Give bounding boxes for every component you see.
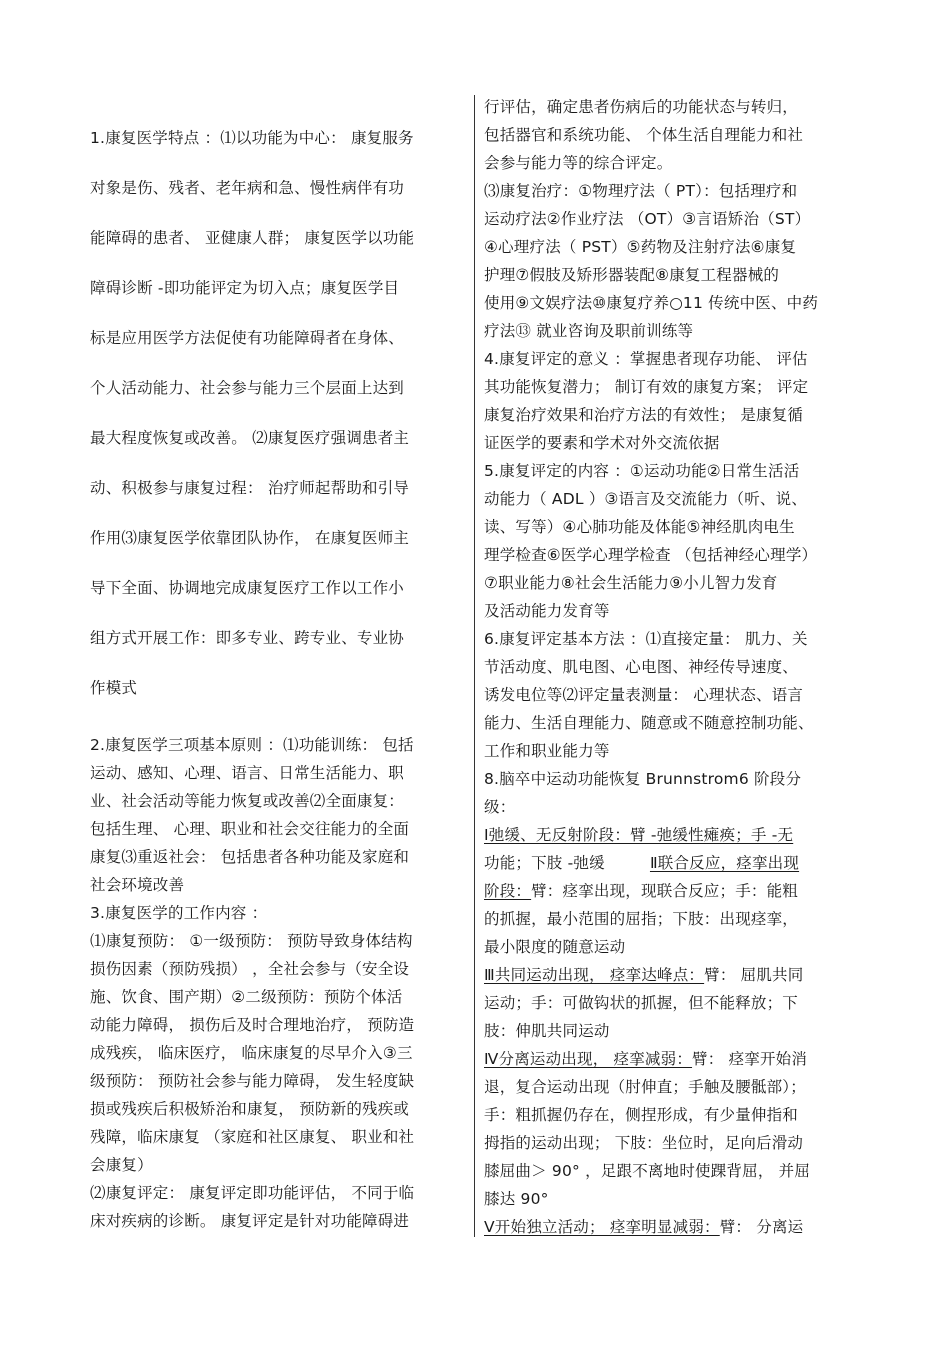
text-line: 动、积极参与康复过程： 治疗师起帮助和引导 (90, 479, 410, 497)
text-line: 动能力障碍， 损伤后及时合理地治疗， 预防造 (90, 1016, 415, 1034)
text-line: 膝屈曲＞ 90° ，足跟不离地时使踝背屈， 并屈 (484, 1162, 811, 1180)
stage-4-line (484, 1047, 807, 1069)
text-line: 会康复） (90, 1156, 153, 1174)
text-line: 证医学的要素和学术对外交流依据 (484, 434, 720, 452)
stage-3-label: Ⅲ共同运动出现， 痉挛达峰点： (484, 966, 705, 984)
text-line: 动能力（ ADL ）③语言及交流能力（听、说、 (484, 490, 808, 508)
text-line: 作用⑶康复医学依靠团队协作， 在康复医师主 (90, 529, 410, 547)
text-line: 成残疾， 临床医疗， 临床康复的尽早介入③三 (90, 1044, 413, 1062)
stage-5-text: 臂： 分离运 (719, 1218, 804, 1236)
text-line: 对象是伤、残者、老年病和急、慢性病伴有功 (90, 179, 405, 197)
text-line: 手：粗抓握仍存在，侧捏形成，有少量伸指和 (484, 1106, 799, 1124)
text-line: 个人活动能力、社会参与能力三个层面上达到 (90, 379, 405, 397)
text-line: 膝达 90° (484, 1190, 549, 1208)
text-line: 标是应用医学方法促使有功能障碍者在身体、 (90, 329, 405, 347)
text-line: 能力、生活自理能力、随意或不随意控制功能、 (484, 714, 814, 732)
text-line: ⑶康复治疗：①物理疗法（ PT）：包括理疗和 (484, 182, 798, 200)
text-line: 6.康复评定基本方法 ：⑴直接定量： 肌力、关 (484, 630, 808, 648)
text-line: ⑴康复预防： ①一级预防： 预防导致身体结构 (90, 932, 413, 950)
text-line: 床对疾病的诊断。 康复评定是针对功能障碍进 (90, 1212, 410, 1230)
text-line: ⑦职业能力⑧社会生活能力⑨小儿智力发育 (484, 574, 778, 592)
text-line: 使用⑨文娱疗法⑩康复疗养○11 传统中医、中药 (484, 294, 819, 312)
column-divider (474, 95, 475, 1237)
text-line: 拇指的运动出现； 下肢：坐位时，足向后滑动 (484, 1134, 804, 1152)
text-line: 会参与能力等的综合评定。 (484, 154, 673, 172)
text-line: 理学检查⑥医学心理学检查 （包括神经心理学） (484, 546, 818, 564)
text-line: 疗法⑬ 就业咨询及职前训练等 (484, 322, 694, 340)
text-line: 5.康复评定的内容 ：①运动功能②日常生活活 (484, 462, 800, 480)
text-line: 包括生理、 心理、职业和社会交往能力的全面 (90, 820, 410, 838)
text-line: 的抓握，最小范围的屈指；下肢：出现痉挛， (484, 910, 799, 928)
text-line: 康复⑶重返社会： 包括患者各种功能及家庭和 (90, 848, 410, 866)
stage-1-line: Ⅰ弛缓、无反射阶段：臂 -弛缓性瘫痪；手 -无 (484, 826, 794, 844)
text-line: 损或残疾后积极矫治和康复， 预防新的残疾或 (90, 1100, 410, 1118)
text-line: 组方式开展工作：即多专业、跨专业、专业协 (90, 629, 405, 647)
text-line: 诱发电位等⑵评定量表测量： 心理状态、语言 (484, 686, 804, 704)
text-line: 施、饮食、围产期）②二级预防：预防个体活 (90, 988, 403, 1006)
stage-1-text: 功能；下肢 -弛缓 (484, 854, 610, 872)
text-line: 8.脑卒中运动功能恢复 Brunnstrom6 阶段分 (484, 770, 802, 788)
stage-4-label: Ⅳ分离运动出现， 痉挛减弱： (484, 1050, 693, 1068)
text-line: 损伤因素（预防残损） ，全社会参与（安全设 (90, 960, 410, 978)
stage-3-text: 臂： 屈肌共同 (704, 966, 804, 984)
text-line: ⑵康复评定： 康复评定即功能评估， 不同于临 (90, 1184, 415, 1202)
text-line: 4.康复评定的意义 ：掌握患者现存功能、 评估 (484, 350, 808, 368)
text-line: 能障碍的患者、 亚健康人群； 康复医学以功能 (90, 229, 415, 247)
text-line: 退，复合运动出现（肘伸直；手触及腰骶部）； (484, 1078, 806, 1096)
text-line: 2.康复医学三项基本原则 ：⑴功能训练： 包括 (90, 736, 414, 754)
text-line: 作模式 (90, 679, 138, 697)
text-line: 肢：伸肌共同运动 (484, 1022, 610, 1040)
text-line: 运动、感知、心理、语言、日常生活能力、职 (90, 764, 405, 782)
text-line: 级预防： 预防社会参与能力障碍， 发生轻度缺 (90, 1072, 415, 1090)
text-line: 业、社会活动等能力恢复或改善⑵全面康复： (90, 792, 405, 810)
text-line: 3.康复医学的工作内容 ： (90, 904, 268, 922)
text-line: 读、写等）④心肺功能及体能⑤神经肌肉电生 (484, 518, 795, 536)
text-line: 康复治疗效果和治疗方法的有效性； 是康复循 (484, 406, 804, 424)
text-line: 社会环境改善 (90, 876, 185, 894)
stage-3-line (484, 963, 803, 985)
text-line: 运动疗法②作业疗法 （OT）③言语矫治（ST） (484, 210, 811, 228)
text-line: 最小限度的随意运动 (484, 938, 626, 956)
stage-5-label: Ⅴ开始独立活动； 痉挛明显减弱： (484, 1218, 720, 1236)
text-line: 包括器官和系统功能、 个体生活自理能力和社 (484, 126, 804, 144)
stage-2-label: Ⅱ联合反应，痉挛出现 (649, 854, 800, 872)
text-line: 残障，临床康复 （家庭和社区康复、 职业和社 (90, 1128, 415, 1146)
text-line: 运动；手：可做钩状的抓握，但不能释放；下 (484, 994, 799, 1012)
stage-2-label-cont: 阶段： (484, 882, 532, 900)
stage-2-line (484, 879, 798, 901)
text-line: 导下全面、协调地完成康复医疗工作以工作小 (90, 579, 405, 597)
text-line: 最大程度恢复或改善。 ⑵康复医疗强调患者主 (90, 429, 410, 447)
text-line: 行评估，确定患者伤病后的功能状态与转归， (484, 98, 799, 116)
text-line: 及活动能力发育等 (484, 602, 610, 620)
stage-2-text: 臂：痉挛出现，现联合反应；手：能粗 (531, 882, 799, 900)
text-line: 其功能恢复潜力； 制订有效的康复方案； 评定 (484, 378, 809, 396)
stage-4-text: 臂： 痉挛开始消 (692, 1050, 808, 1068)
text-line: 节活动度、肌电图、心电图、神经传导速度、 (484, 658, 799, 676)
text-line: 护理⑦假肢及矫形器装配⑧康复工程器械的 (484, 266, 780, 284)
stage-5-line (484, 1215, 803, 1237)
stage-1-2-line (484, 851, 799, 873)
text-line: 工作和职业能力等 (484, 742, 610, 760)
text-line: 1.康复医学特点 ：⑴以功能为中心： 康复服务 (90, 129, 414, 147)
text-line: 级： (484, 798, 516, 816)
text-line: 障碍诊断 -即功能评定为切入点；康复医学目 (90, 279, 400, 297)
text-line: ④心理疗法（ PST）⑤药物及注射疗法⑥康复 (484, 238, 797, 256)
